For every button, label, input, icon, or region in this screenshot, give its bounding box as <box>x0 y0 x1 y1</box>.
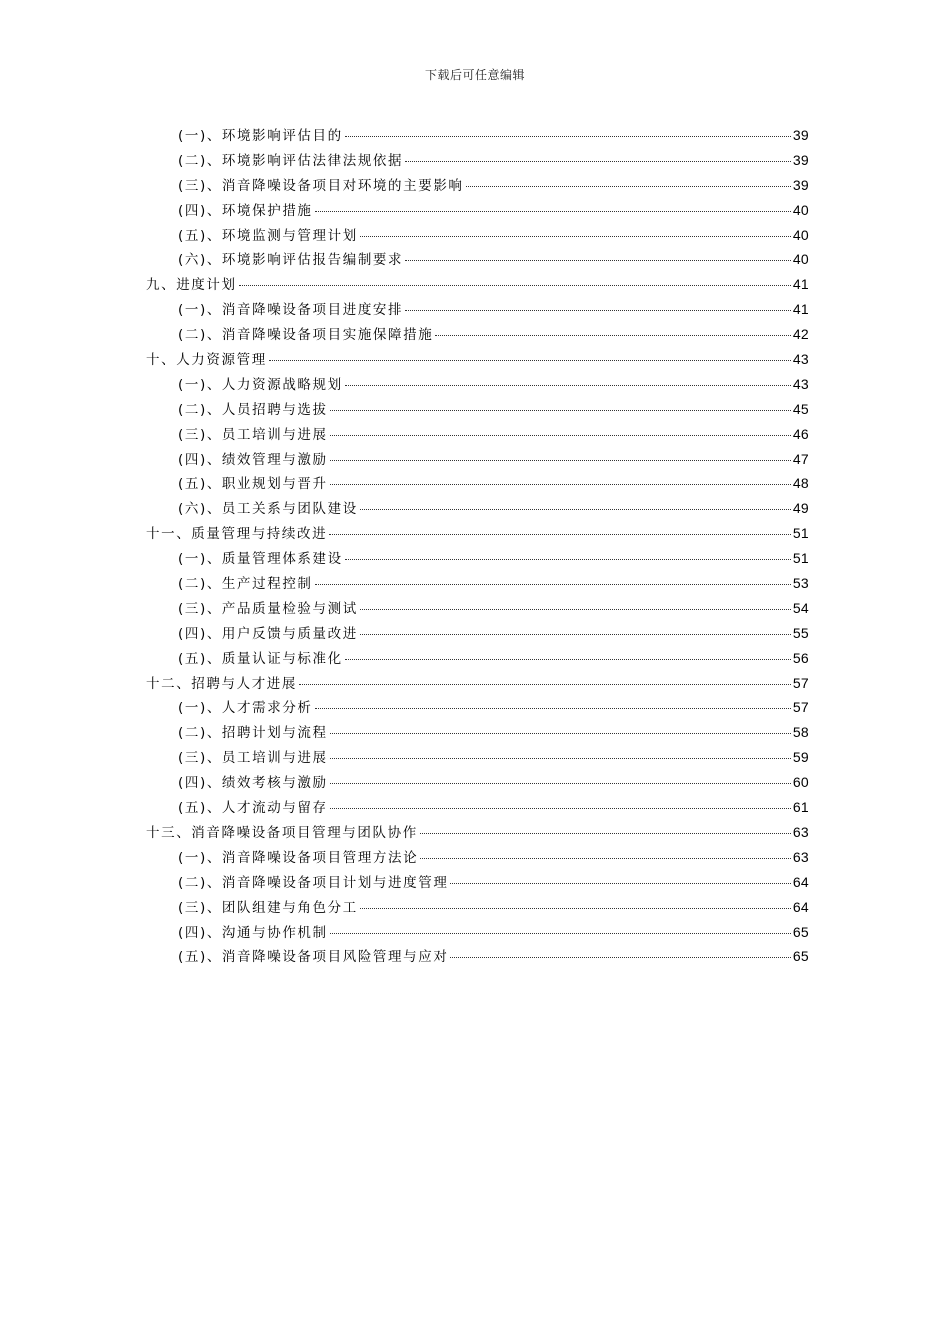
toc-entry-page-number: 43 <box>792 351 809 368</box>
toc-section-entry[interactable] <box>146 248 809 273</box>
toc-entry-page-number: 64 <box>792 873 809 890</box>
toc-section-entry[interactable] <box>146 323 809 348</box>
toc-section-entry[interactable] <box>146 896 809 921</box>
toc-entry-page-number: 58 <box>792 724 809 741</box>
toc-entry-page-number: 40 <box>792 251 809 268</box>
toc-entry-page-number: 55 <box>792 624 809 641</box>
toc-entry-page-number: 51 <box>792 525 809 542</box>
toc-section-entry[interactable] <box>146 647 809 672</box>
toc-dot-leader <box>405 161 791 162</box>
toc-entry-title: (五)、职业规划与晋升 <box>178 476 328 493</box>
toc-section-entry[interactable] <box>146 597 809 622</box>
toc-entry-title: 十三、消音降噪设备项目管理与团队协作 <box>146 824 418 841</box>
toc-entry-page-number: 40 <box>792 201 809 218</box>
toc-entry-title: (三)、员工培训与进展 <box>178 426 328 443</box>
toc-dot-leader <box>330 410 791 411</box>
toc-section-entry[interactable] <box>146 771 809 796</box>
toc-entry-page-number: 60 <box>792 774 809 791</box>
toc-section-entry[interactable] <box>146 423 809 448</box>
toc-chapter-entry[interactable] <box>146 672 809 697</box>
toc-section-entry[interactable] <box>146 298 809 323</box>
toc-chapter-entry[interactable] <box>146 522 809 547</box>
toc-dot-leader <box>405 310 791 311</box>
toc-entry-page-number: 41 <box>792 301 809 318</box>
toc-dot-leader <box>330 783 791 784</box>
toc-entry-page-number: 46 <box>792 425 809 442</box>
toc-section-entry[interactable] <box>146 945 809 970</box>
toc-entry-title: (二)、消音降噪设备项目实施保障措施 <box>178 327 434 344</box>
toc-entry-page-number: 39 <box>792 127 809 143</box>
toc-entry-page-number: 48 <box>792 475 809 492</box>
toc-dot-leader <box>315 584 791 585</box>
toc-entry-title: (二)、人员招聘与选拔 <box>178 401 328 418</box>
toc-entry-page-number: 65 <box>792 948 809 965</box>
toc-section-entry[interactable] <box>146 472 809 497</box>
toc-entry-title: (三)、团队组建与角色分工 <box>178 899 358 916</box>
toc-dot-leader <box>345 559 791 560</box>
toc-dot-leader <box>330 460 791 461</box>
toc-entry-title: (六)、员工关系与团队建设 <box>178 501 358 518</box>
toc-section-entry[interactable] <box>146 921 809 946</box>
toc-entry-page-number: 47 <box>792 450 809 467</box>
toc-entry-title: (三)、员工培训与进展 <box>178 750 328 767</box>
toc-section-entry[interactable] <box>146 448 809 473</box>
toc-entry-title: (二)、消音降噪设备项目计划与进度管理 <box>178 874 449 891</box>
toc-dot-leader <box>345 385 791 386</box>
toc-section-entry[interactable] <box>146 373 809 398</box>
toc-entry-title: (二)、环境影响评估法律法规依据 <box>178 152 404 169</box>
toc-entry-title: (四)、绩效管理与激励 <box>178 451 328 468</box>
toc-section-entry[interactable] <box>146 746 809 771</box>
toc-dot-leader <box>239 285 791 286</box>
toc-section-entry[interactable] <box>146 846 809 871</box>
toc-dot-leader <box>315 211 791 212</box>
toc-entry-title: (二)、生产过程控制 <box>178 576 313 593</box>
toc-entry-page-number: 64 <box>792 898 809 915</box>
toc-entry-title: (四)、用户反馈与质量改进 <box>178 625 358 642</box>
toc-dot-leader <box>405 260 791 261</box>
toc-entry-page-number: 57 <box>792 699 809 716</box>
toc-dot-leader <box>420 833 791 834</box>
toc-entry-title: (四)、绩效考核与激励 <box>178 775 328 792</box>
toc-dot-leader <box>345 659 791 660</box>
toc-dot-leader <box>420 858 791 859</box>
toc-section-entry[interactable] <box>146 696 809 721</box>
toc-entry-title: 九、进度计划 <box>146 277 237 294</box>
toc-entry-page-number: 65 <box>792 923 809 940</box>
toc-chapter-entry[interactable] <box>146 273 809 298</box>
toc-entry-page-number: 53 <box>792 575 809 592</box>
toc-entry-title: 十一、质量管理与持续改进 <box>146 526 328 543</box>
toc-entry-title: (二)、招聘计划与流程 <box>178 725 328 742</box>
toc-section-entry[interactable] <box>146 497 809 522</box>
toc-dot-leader <box>269 360 791 361</box>
toc-section-entry[interactable] <box>146 871 809 896</box>
toc-dot-leader <box>435 335 790 336</box>
toc-entry-page-number: 43 <box>792 375 809 392</box>
toc-dot-leader <box>330 484 791 485</box>
toc-entry-page-number: 54 <box>792 599 809 616</box>
toc-dot-leader <box>360 634 791 635</box>
toc-section-entry[interactable] <box>146 199 809 224</box>
toc-section-entry[interactable] <box>146 721 809 746</box>
toc-entry-title: (一)、质量管理体系建设 <box>178 551 343 568</box>
toc-entry-title: (三)、消音降噪设备项目对环境的主要影响 <box>178 177 464 194</box>
toc-dot-leader <box>330 733 791 734</box>
toc-entry-page-number: 42 <box>792 326 809 343</box>
toc-section-entry[interactable] <box>146 224 809 249</box>
toc-entry-title: (一)、消音降噪设备项目管理方法论 <box>178 849 419 866</box>
toc-entry-page-number: 56 <box>792 649 809 666</box>
toc-dot-leader <box>329 534 791 535</box>
toc-entry-page-number: 39 <box>792 151 809 168</box>
toc-dot-leader <box>360 509 791 510</box>
toc-dot-leader <box>330 808 791 809</box>
toc-entry-title: (五)、质量认证与标准化 <box>178 650 343 667</box>
toc-entry-title: (一)、消音降噪设备项目进度安排 <box>178 302 404 319</box>
toc-section-entry[interactable] <box>146 572 809 597</box>
toc-entry-page-number: 57 <box>792 674 809 691</box>
page-header: 下载后可任意编辑 <box>424 68 525 82</box>
toc-entry-page-number: 63 <box>792 848 809 865</box>
toc-section-entry[interactable] <box>146 622 809 647</box>
toc-entry-title: (五)、消音降噪设备项目风险管理与应对 <box>178 949 449 966</box>
toc-section-entry[interactable] <box>146 398 809 423</box>
toc-section-entry[interactable] <box>146 149 809 174</box>
toc-dot-leader <box>466 186 791 187</box>
toc-dot-leader <box>360 908 791 909</box>
toc-entry-title: 十、人力资源管理 <box>146 352 267 369</box>
toc-dot-leader <box>450 883 790 884</box>
toc-dot-leader <box>330 758 791 759</box>
toc-entry-title: (四)、环境保护措施 <box>178 202 313 219</box>
toc-section-entry[interactable] <box>146 124 809 149</box>
toc-entry-title: (四)、沟通与协作机制 <box>178 924 328 941</box>
toc-entry-title: (五)、环境监测与管理计划 <box>178 227 358 244</box>
toc-chapter-entry[interactable] <box>146 821 809 846</box>
toc-entry-page-number: 39 <box>792 176 809 193</box>
toc-dot-leader <box>330 933 791 934</box>
toc-section-entry[interactable] <box>146 174 809 199</box>
toc-entry-title: (五)、人才流动与留存 <box>178 800 328 817</box>
toc-entry-page-number: 45 <box>792 400 809 417</box>
toc-entry-page-number: 61 <box>792 799 809 816</box>
toc-entry-page-number: 40 <box>792 226 809 243</box>
toc-entry-page-number: 51 <box>792 550 809 567</box>
toc-dot-leader <box>360 236 791 237</box>
toc-entry-title: (三)、产品质量检验与测试 <box>178 600 358 617</box>
toc-dot-leader <box>360 609 791 610</box>
toc-entry-page-number: 49 <box>792 500 809 517</box>
toc-dot-leader <box>330 435 791 436</box>
toc-entry-title: (一)、人力资源战略规划 <box>178 376 343 393</box>
toc-dot-leader <box>299 684 791 685</box>
toc-entry-page-number: 41 <box>792 276 809 293</box>
toc-section-entry[interactable] <box>146 796 809 821</box>
toc-entry-title: (一)、人才需求分析 <box>178 700 313 717</box>
toc-dot-leader <box>315 708 791 709</box>
toc-entry-title: (一)、环境影响评估目的 <box>178 128 343 144</box>
toc-section-entry[interactable] <box>146 547 809 572</box>
toc-entry-title: 十二、招聘与人才进展 <box>146 675 297 692</box>
toc-entry-title: (六)、环境影响评估报告编制要求 <box>178 252 404 269</box>
toc-entry-page-number: 63 <box>792 823 809 840</box>
toc-entry-page-number: 59 <box>792 749 809 766</box>
table-of-contents <box>146 124 809 970</box>
toc-dot-leader <box>450 957 790 958</box>
toc-chapter-entry[interactable] <box>146 348 809 373</box>
toc-dot-leader <box>345 136 791 137</box>
